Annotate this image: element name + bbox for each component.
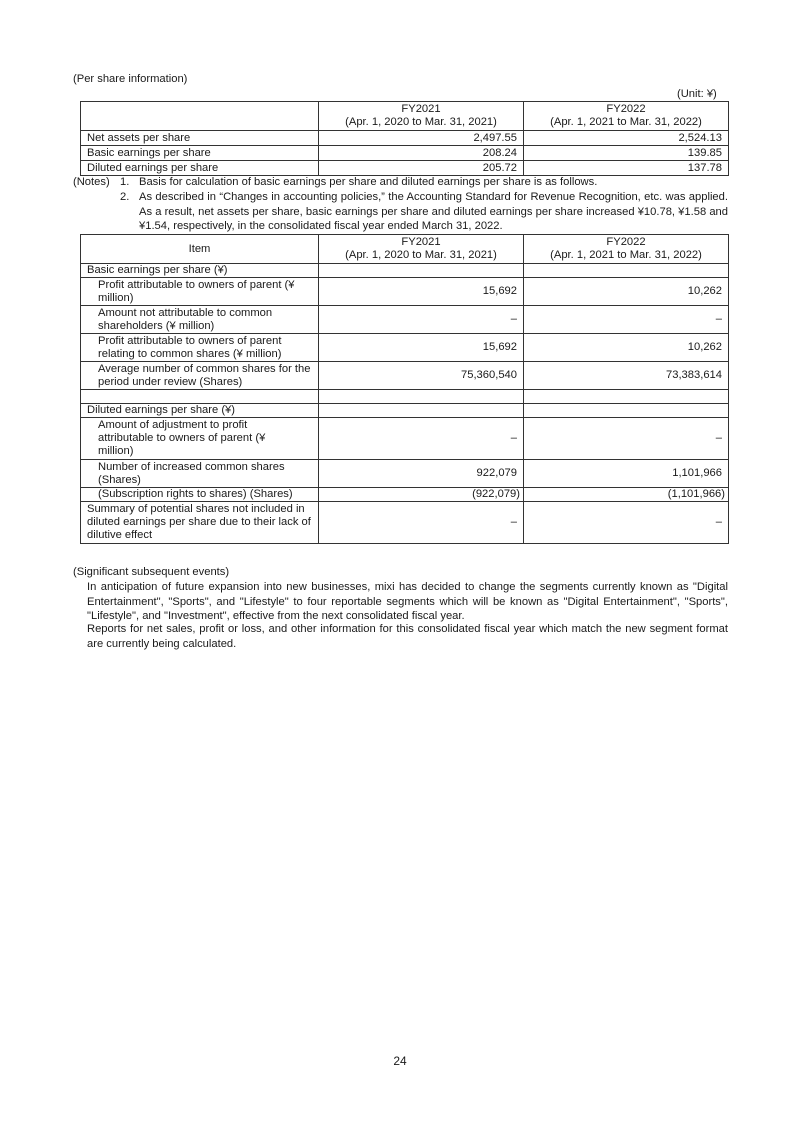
table-row [81,488,729,502]
note-2-text: As described in “Changes in accounting policies,” the Accounting Standard for Revenue Recognition, etc. was applied. As a result, net assets per share, basic earnings per share and diluted earnings per share increased ¥10.78, ¥1.58 and ¥1.54, respectively, in the consolidated fiscal year ended March 31, 2022. [139,191,728,232]
spacer-row [81,390,729,404]
row-fy2022: 10,262 [524,278,729,306]
table-row [81,146,729,161]
empty-cell [319,264,524,278]
table-row [81,502,729,544]
row-fy2022: – [524,306,729,334]
section-row [81,264,729,278]
section-row [81,404,729,418]
table-row [81,306,729,334]
empty-cell [319,390,524,404]
fy2022-label: FY2022 [606,235,646,248]
table-row [81,131,729,146]
row-label: (Subscription rights to shares) (Shares) [81,488,319,502]
row-fy2022: 139.85 [524,146,729,161]
table-row [81,460,729,488]
table-row [81,161,729,176]
row-label: Net assets per share [81,131,319,146]
row-fy2021: 205.72 [319,161,524,176]
table-row [81,278,729,306]
header-fy2022 [524,235,729,264]
row-fy2021: – [319,306,524,334]
row-label: Basic earnings per share [81,146,319,161]
row-fy2021: – [319,418,524,460]
table-header-row [81,102,729,131]
row-fy2022: 1,101,966 [524,460,729,488]
row-fy2021: 2,497.55 [319,131,524,146]
per-share-table [80,101,729,176]
row-label: Summary of potential shares not included in diluted earnings per share due to their lack of dilutive effect [81,502,319,544]
row-fy2021: 208.24 [319,146,524,161]
header-item: Item [81,235,319,264]
row-label: Number of increased common shares (Shares) [81,460,319,488]
row-label: Average number of common shares for the period under review (Shares) [81,362,319,390]
empty-cell [524,390,729,404]
fy2022-label: FY2022 [606,102,646,115]
subsequent-events-paragraph-2: Reports for net sales, profit or loss, and other information for this consolidated fiscal year which match the new segment format are currently being calculated. [87,623,728,650]
row-fy2021: 15,692 [319,334,524,362]
header-fy2022 [524,102,729,131]
subsequent-events-paragraph-1: In anticipation of future expansion into new businesses, mixi has decided to change the segments currently known as "Digital Entertainment", "Sports", and "Lifestyle" to four reportable segments which will be known as "Digital Entertainment", "Sports", "Lifestyle", and "Investment", effective from the next consolidated fiscal year. [87,581,728,622]
table-row [81,362,729,390]
row-fy2021: 15,692 [319,278,524,306]
fy2021-label: FY2021 [401,102,441,115]
row-fy2022: 10,262 [524,334,729,362]
basis-calculation-table [80,234,729,544]
diluted-section-label: Diluted earnings per share (¥) [81,404,319,418]
row-fy2022: 73,383,614 [524,362,729,390]
fy2022-period: (Apr. 1, 2021 to Mar. 31, 2022) [550,116,702,128]
table-row [81,334,729,362]
header-fy2021 [319,102,524,131]
note-2-number: 2. [120,191,130,203]
notes-prefix: (Notes) [73,176,110,188]
row-fy2021: 75,360,540 [319,362,524,390]
row-fy2021: (922,079) [319,488,524,502]
row-fy2021: 922,079 [319,460,524,488]
row-fy2022: – [524,418,729,460]
note-1-text: Basis for calculation of basic earnings per share and diluted earnings per share is as follows. [139,176,598,188]
header-blank-cell [81,102,319,131]
row-label: Amount not attributable to common shareholders (¥ million) [81,306,319,334]
row-label: Profit attributable to owners of parent relating to common shares (¥ million) [81,334,319,362]
row-fy2022: 2,524.13 [524,131,729,146]
subsequent-events-title: (Significant subsequent events) [73,566,230,578]
empty-cell [524,264,729,278]
empty-cell [524,404,729,418]
row-fy2021: – [319,502,524,544]
row-fy2022: – [524,502,729,544]
page-number: 24 [393,1054,407,1068]
unit-label: (Unit: ¥) [677,88,717,100]
note-1-number: 1. [120,176,130,188]
row-label: Amount of adjustment to profit attributable to owners of parent (¥ million) [81,418,319,460]
basic-section-label: Basic earnings per share (¥) [81,264,319,278]
empty-cell [81,390,319,404]
fy2021-period: (Apr. 1, 2020 to Mar. 31, 2021) [345,116,497,128]
table-header-row [81,235,729,264]
section-title: (Per share information) [73,73,188,85]
empty-cell [319,404,524,418]
header-fy2021 [319,235,524,264]
fy2022-period: (Apr. 1, 2021 to Mar. 31, 2022) [550,249,702,261]
fy2021-label: FY2021 [401,235,441,248]
fy2021-period: (Apr. 1, 2020 to Mar. 31, 2021) [345,249,497,261]
row-label: Diluted earnings per share [81,161,319,176]
row-fy2022: 137.78 [524,161,729,176]
row-fy2022: (1,101,966) [524,488,729,502]
row-label: Profit attributable to owners of parent (¥ million) [81,278,319,306]
table-row [81,418,729,460]
